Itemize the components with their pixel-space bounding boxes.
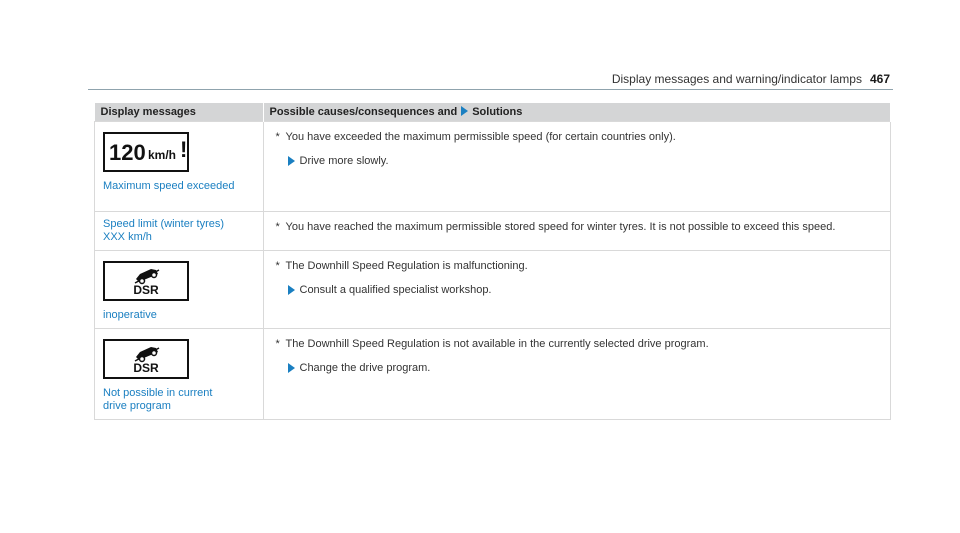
header-title: Display messages and warning/indicator lamps <box>611 72 862 86</box>
exclamation-mark: ! <box>180 137 188 162</box>
page-number: 467 <box>869 72 890 86</box>
message-cell <box>95 122 264 212</box>
cause-text-content: The Downhill Speed Regulation is malfunctioning. <box>285 260 528 272</box>
cause-text-content: You have exceeded the maximum permissible speed (for certain countries only). <box>285 131 676 143</box>
col-header-display-messages: Display messages <box>95 103 264 122</box>
message-label: Maximum speed exceeded <box>103 180 235 192</box>
solution-text: Drive more slowly. <box>299 155 389 167</box>
speed-unit: km/h <box>148 148 177 162</box>
table-row <box>95 329 891 420</box>
table-row <box>95 251 891 329</box>
cause-text <box>276 130 883 144</box>
solution-arrow-icon <box>288 363 295 373</box>
message-label-line1: Not possible in current <box>103 387 213 399</box>
col-header-solutions: Solutions <box>472 106 523 118</box>
cause-text-content: You have reached the maximum permissible stored speed for winter tyres. It is not possible to exceed this speed. <box>285 221 836 233</box>
solution-text: Change the drive program. <box>299 362 431 374</box>
running-header <box>612 72 890 86</box>
cause-cell <box>263 122 891 212</box>
solution-item <box>276 361 883 375</box>
bullet-star: * <box>275 131 280 143</box>
solution-arrow-icon <box>461 106 468 116</box>
col-header-causes: Possible causes/consequences and <box>269 106 458 118</box>
message-cell <box>95 329 264 420</box>
message-cell <box>95 251 264 329</box>
cause-cell <box>263 212 891 251</box>
display-messages-table <box>94 103 891 420</box>
message-label-line2: drive program <box>103 400 171 412</box>
message-label-line1: Speed limit (winter tyres) <box>103 218 225 230</box>
solution-arrow-icon <box>288 285 295 295</box>
message-cell <box>95 212 264 251</box>
solution-item <box>276 283 883 297</box>
dsr-icon <box>103 261 189 301</box>
bullet-star: * <box>275 338 280 350</box>
dsr-label: DSR <box>133 283 159 297</box>
solution-text: Consult a qualified specialist workshop. <box>299 284 492 296</box>
cause-cell <box>263 329 891 420</box>
cause-text <box>276 259 883 273</box>
table-header-row <box>95 103 891 122</box>
header-rule <box>88 89 893 90</box>
cause-cell <box>263 251 891 329</box>
solution-arrow-icon <box>288 156 295 166</box>
speed-warning-icon <box>103 132 189 172</box>
table-row <box>95 122 891 212</box>
speed-value: 120 <box>109 140 146 165</box>
cause-text-content: The Downhill Speed Regulation is not available in the currently selected drive program. <box>285 338 709 350</box>
solution-item <box>276 154 883 168</box>
message-label-line2: XXX km/h <box>103 231 152 243</box>
col-header-causes-solutions <box>263 103 891 122</box>
dsr-icon <box>103 339 189 379</box>
bullet-star: * <box>275 221 280 233</box>
dsr-label: DSR <box>133 361 159 375</box>
message-label: inoperative <box>103 309 157 321</box>
table-row <box>95 212 891 251</box>
cause-text <box>276 220 883 234</box>
bullet-star: * <box>275 260 280 272</box>
cause-text <box>276 337 883 351</box>
